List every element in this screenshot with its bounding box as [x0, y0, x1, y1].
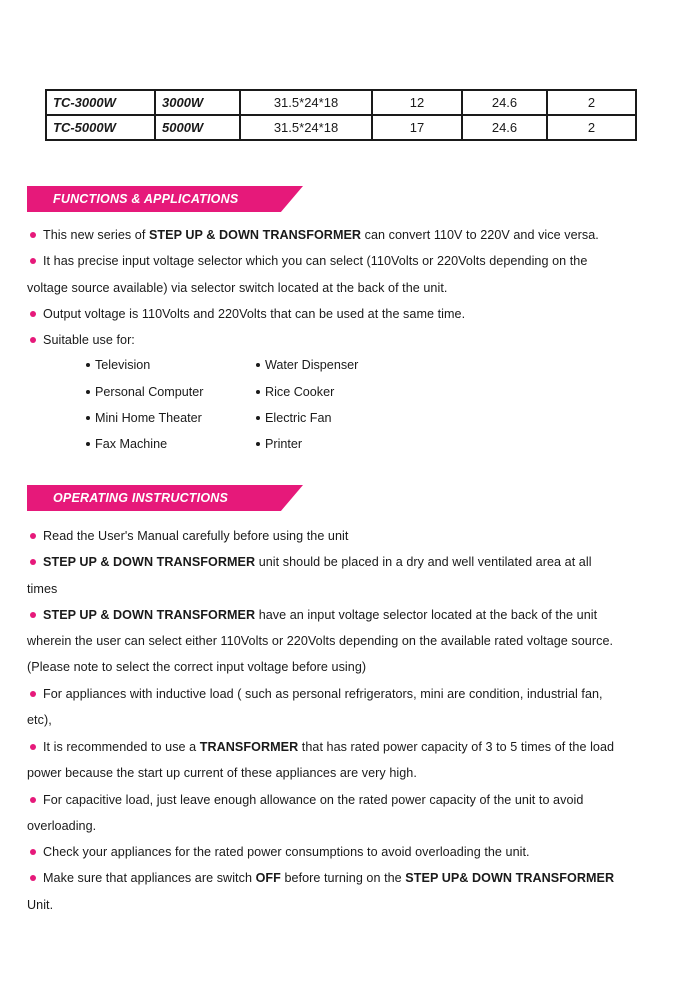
text: It is recommended to use a: [43, 740, 200, 754]
bullet-icon: [30, 691, 36, 697]
text: For capacitive load, just leave enough allowance on the rated power capacity of the unit to avoid: [43, 793, 584, 807]
bullet-icon: [30, 875, 36, 881]
bullet-icon: [256, 363, 260, 367]
bullet-icon: [30, 744, 36, 750]
use-item: [256, 384, 334, 400]
product-name: STEP UP & DOWN TRANSFORMER: [43, 555, 256, 569]
instruction-item: [27, 792, 583, 808]
bullet-icon: [30, 311, 36, 317]
instruction-item: [27, 739, 614, 755]
instruction-item: [27, 554, 592, 570]
bullet-icon: [30, 559, 36, 565]
product-name: TRANSFORMER: [199, 740, 299, 754]
text: can convert 110V to 220V and vice versa.: [361, 228, 599, 242]
bullet-icon: [30, 337, 36, 343]
instruction-item-cont: [27, 581, 57, 597]
instruction-item: [27, 844, 530, 860]
instruction-item-cont: [27, 897, 53, 913]
text: Printer: [265, 437, 303, 451]
power-cell: 5000W: [155, 115, 240, 140]
bullet-icon: [30, 258, 36, 264]
instruction-item-cont: [27, 633, 613, 649]
bullet-icon: [30, 232, 36, 238]
text: Check your appliances for the rated power consumptions to avoid overloading the unit.: [43, 845, 530, 859]
bullet-icon: [30, 612, 36, 618]
functions-title: FUNCTIONS & APPLICATIONS: [53, 192, 239, 206]
text: Make sure that appliances are switch: [43, 871, 256, 885]
text: This new series of: [43, 228, 149, 242]
bullet-icon: [30, 533, 36, 539]
bullet-icon: [256, 390, 260, 394]
text: have an input voltage selector located at the back of the unit: [255, 608, 598, 622]
operating-title: OPERATING INSTRUCTIONS: [53, 491, 229, 505]
text: wherein the user can select either 110Volts or 220Volts depending on the available rated voltage source.: [27, 634, 614, 648]
use-item: [256, 357, 358, 373]
text: Rice Cooker: [265, 385, 335, 399]
text: Water Dispenser: [265, 358, 359, 372]
text: Electric Fan: [265, 411, 332, 425]
use-item: [256, 436, 302, 452]
bullet-icon: [256, 416, 260, 420]
instruction-item-cont: [27, 765, 417, 781]
bullet-icon: [30, 849, 36, 855]
value-cell: 24.6: [462, 90, 547, 115]
text: voltage source available) via selector switch located at the back of the unit.: [27, 281, 448, 295]
instruction-item: [27, 870, 614, 886]
function-item-cont: [27, 280, 447, 296]
bullet-icon: [86, 442, 90, 446]
function-item: [27, 306, 465, 322]
value-cell: 17: [372, 115, 462, 140]
value-cell: 2: [547, 90, 636, 115]
text: Television: [95, 358, 151, 372]
text: For appliances with inductive load ( such as personal refrigerators, mini are condition, industrial fan,: [43, 687, 603, 701]
text: unit should be placed in a dry and well ventilated area at all: [255, 555, 592, 569]
function-item: [27, 253, 587, 269]
instruction-item: [27, 607, 597, 623]
text: Output voltage is 110Volts and 220Volts that can be used at the same time.: [43, 307, 466, 321]
size-cell: 31.5*24*18: [240, 90, 372, 115]
use-item: [256, 410, 332, 426]
text: Unit.: [27, 898, 54, 912]
text: times: [27, 582, 58, 596]
text: etc),: [27, 713, 52, 727]
instruction-item: [27, 528, 348, 544]
spec-table: [45, 89, 637, 141]
use-item: [86, 384, 204, 400]
text: It has precise input voltage selector which you can select (110Volts or 220Volts depending on the: [43, 254, 588, 268]
size-cell: 31.5*24*18: [240, 115, 372, 140]
instruction-item-cont: [27, 659, 366, 675]
text: Personal Computer: [95, 385, 204, 399]
text: power because the start up current of these appliances are very high.: [27, 766, 417, 780]
function-item: [27, 332, 135, 348]
model-cell: TC-5000W: [46, 115, 155, 140]
emphasis: OFF: [255, 871, 281, 885]
table-row: [46, 90, 636, 115]
use-item: [86, 357, 150, 373]
product-name: STEP UP & DOWN TRANSFORMER: [148, 228, 362, 242]
bullet-icon: [86, 390, 90, 394]
value-cell: 24.6: [462, 115, 547, 140]
power-cell: 3000W: [155, 90, 240, 115]
text: that has rated power capacity of 3 to 5 times of the load: [298, 740, 615, 754]
function-item: [27, 227, 599, 243]
table-row: [46, 115, 636, 140]
bullet-icon: [86, 363, 90, 367]
use-item: [86, 436, 167, 452]
text: (Please note to select the correct input voltage before using): [27, 660, 367, 674]
instruction-item-cont: [27, 818, 96, 834]
instruction-item: [27, 686, 603, 702]
text: overloading.: [27, 819, 97, 833]
text: Fax Machine: [95, 437, 168, 451]
bullet-icon: [30, 797, 36, 803]
text: Suitable use for:: [43, 333, 135, 347]
instruction-item-cont: [27, 712, 52, 728]
model-cell: TC-3000W: [46, 90, 155, 115]
text: Mini Home Theater: [95, 411, 202, 425]
value-cell: 12: [372, 90, 462, 115]
bullet-icon: [256, 442, 260, 446]
product-name: STEP UP & DOWN TRANSFORMER: [43, 608, 256, 622]
bullet-icon: [86, 416, 90, 420]
text: before turning on the: [280, 871, 406, 885]
value-cell: 2: [547, 115, 636, 140]
use-item: [86, 410, 202, 426]
text: Read the User's Manual carefully before using the unit: [43, 529, 349, 543]
product-name: STEP UP& DOWN TRANSFORMER: [405, 871, 615, 885]
